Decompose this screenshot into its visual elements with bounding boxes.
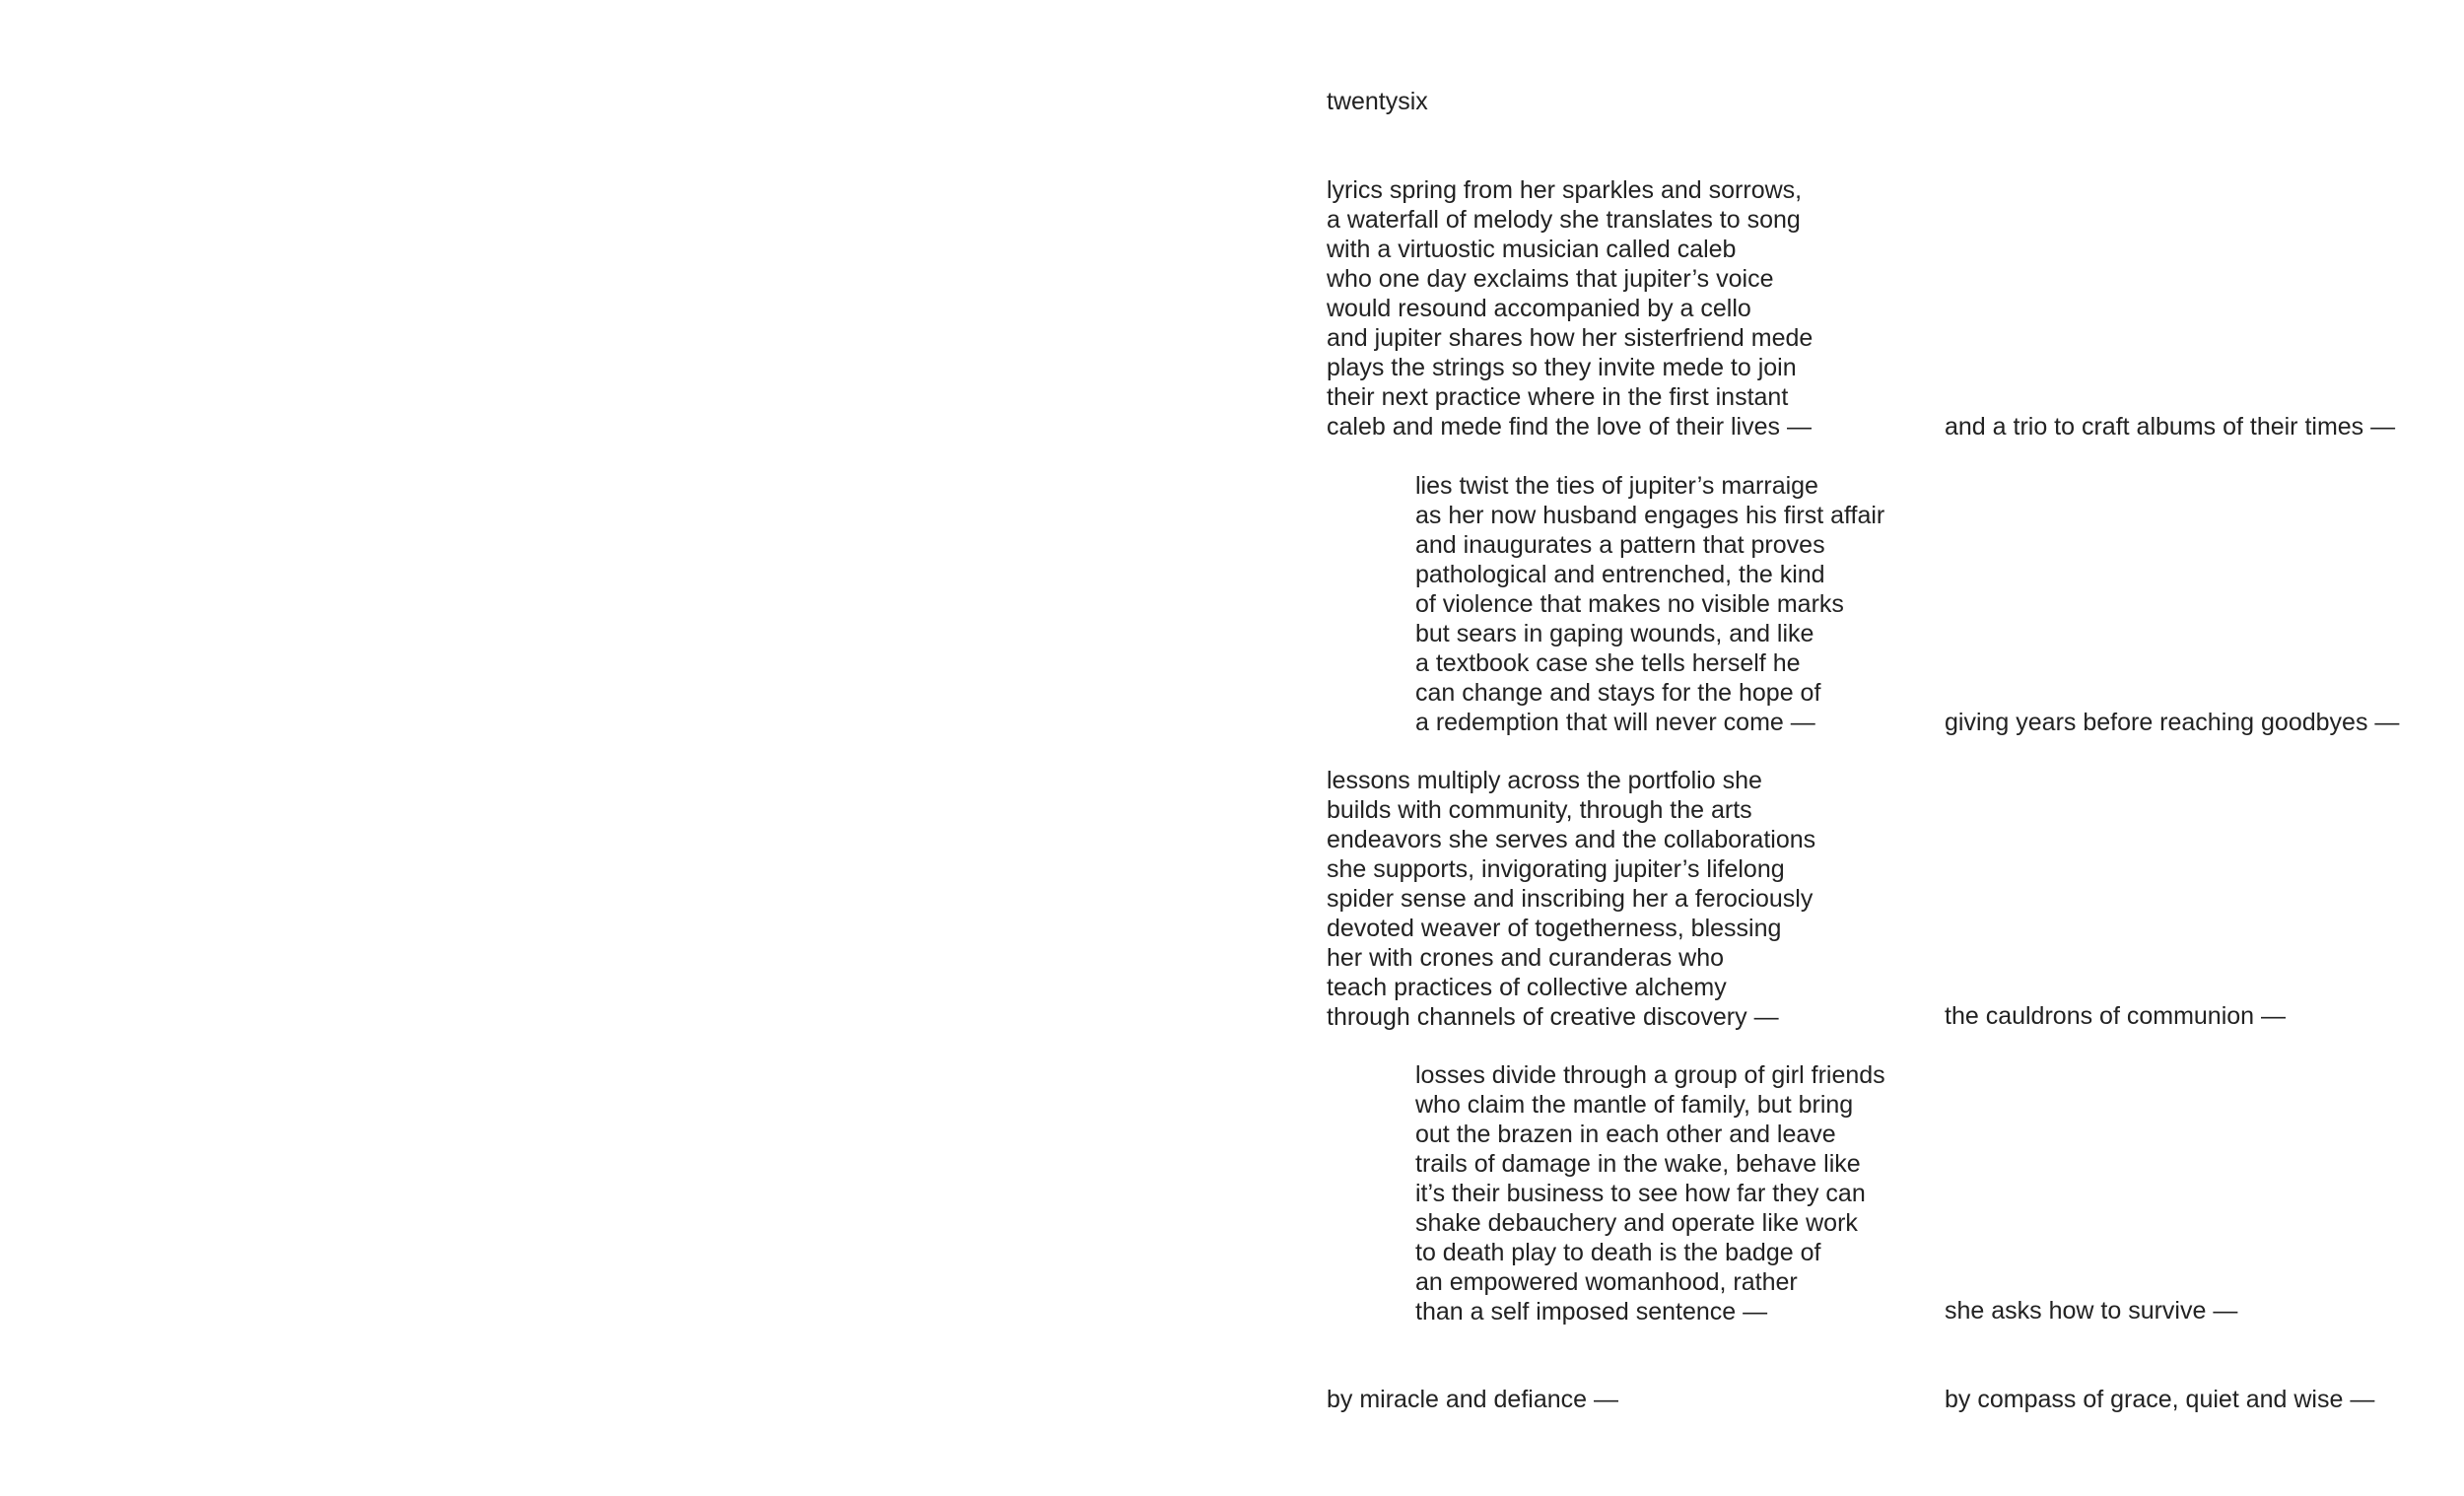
stanza-line: their next practice where in the first instant: [1327, 383, 1789, 411]
stanza-line: out the brazen in each other and leave: [1415, 1121, 1836, 1148]
closing-line-right: by compass of grace, quiet and wise —: [1945, 1386, 2375, 1413]
poem-title: twentysix: [1327, 88, 1428, 115]
stanza-line: endeavors she serves and the collaborations: [1327, 826, 1816, 853]
stanza-line: through channels of creative discovery —: [1327, 1003, 1779, 1031]
stanza-line: builds with community, through the arts: [1327, 796, 1752, 824]
stanza-line: trails of damage in the wake, behave like: [1415, 1150, 1861, 1178]
stanza-line: shake debauchery and operate like work: [1415, 1209, 1858, 1237]
stanza-line: devoted weaver of togetherness, blessing: [1327, 915, 1782, 942]
stanza-line: teach practices of collective alchemy: [1327, 974, 1727, 1001]
stanza-4: [1415, 1060, 1885, 1326]
stanza-line: and inaugurates a pattern that proves: [1415, 531, 1825, 559]
stanza-line: her with crones and curanderas who: [1327, 944, 1725, 972]
stanza-line: a redemption that will never come —: [1415, 709, 1815, 736]
stanza-line: a waterfall of melody she translates to song: [1327, 206, 1801, 234]
stanza-1: [1327, 175, 1813, 442]
stanza-line: she supports, invigorating jupiter’s lifelong: [1327, 855, 1785, 883]
stanza-line: and jupiter shares how her sisterfriend mede: [1327, 324, 1814, 352]
stanza-line: but sears in gaping wounds, and like: [1415, 620, 1814, 647]
stanza-line: plays the strings so they invite mede to join: [1327, 354, 1797, 381]
stanza-3: [1327, 766, 1815, 1032]
stanza-line: would resound accompanied by a cello: [1327, 295, 1751, 322]
stanza-line: pathological and entrenched, the kind: [1415, 561, 1825, 588]
stanza-line: lyrics spring from her sparkles and sorrows,: [1327, 176, 1803, 204]
stanza-line: a textbook case she tells herself he: [1415, 649, 1801, 677]
stanza-4-aside: she asks how to survive —: [1945, 1297, 2238, 1325]
stanza-line: can change and stays for the hope of: [1415, 679, 1821, 707]
stanza-line: as her now husband engages his first affair: [1415, 502, 1885, 529]
stanza-2: [1415, 471, 1884, 737]
stanza-1-aside: and a trio to craft albums of their times —: [1945, 413, 2396, 441]
stanza-line: who claim the mantle of family, but bring: [1415, 1091, 1854, 1119]
stanza-line: who one day exclaims that jupiter’s voice: [1327, 265, 1774, 293]
stanza-line: lessons multiply across the portfolio she: [1327, 767, 1762, 794]
stanza-line: an empowered womanhood, rather: [1415, 1268, 1798, 1296]
stanza-3-aside: the cauldrons of communion —: [1945, 1002, 2287, 1030]
stanza-line: losses divide through a group of girl friends: [1415, 1061, 1885, 1089]
stanza-2-aside: giving years before reaching goodbyes —: [1945, 709, 2400, 736]
stanza-line: with a virtuostic musician called caleb: [1327, 236, 1737, 263]
stanza-line: of violence that makes no visible marks: [1415, 590, 1844, 618]
closing-line-left: by miracle and defiance —: [1327, 1386, 1618, 1413]
stanza-line: it’s their business to see how far they can: [1415, 1180, 1866, 1207]
stanza-line: spider sense and inscribing her a ferociously: [1327, 885, 1814, 913]
stanza-line: than a self imposed sentence —: [1415, 1298, 1768, 1326]
stanza-line: lies twist the ties of jupiter’s marraige: [1415, 472, 1818, 500]
stanza-line: to death play to death is the badge of: [1415, 1239, 1821, 1266]
stanza-line: caleb and mede find the love of their lives —: [1327, 413, 1812, 441]
